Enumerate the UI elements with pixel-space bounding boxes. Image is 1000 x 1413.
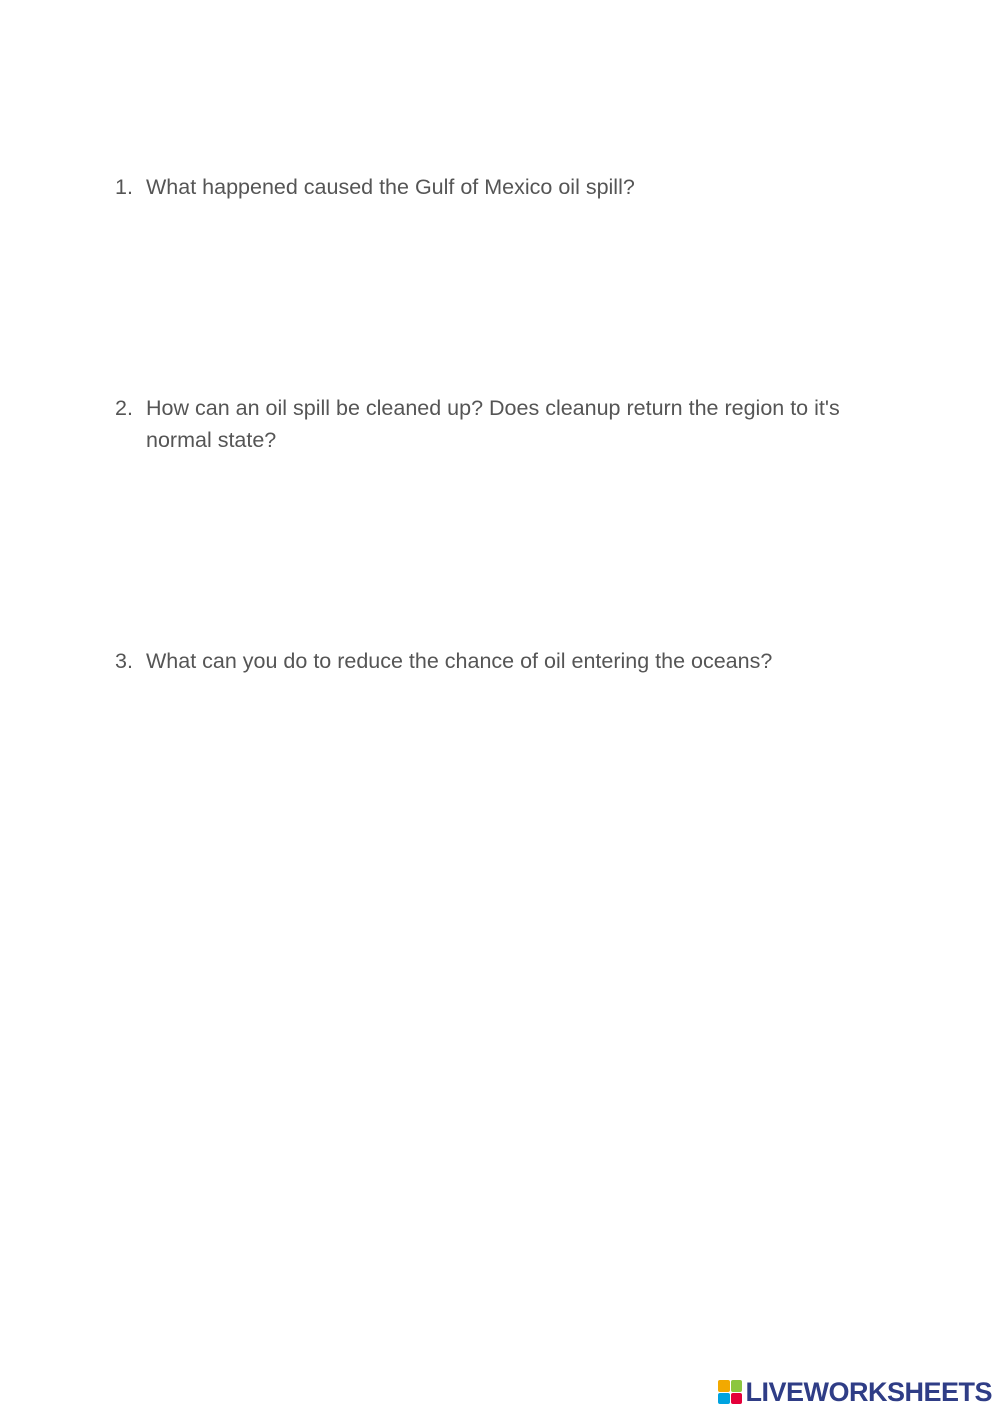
- question-2: [115, 392, 895, 456]
- question-text: What can you do to reduce the chance of oil entering the oceans?: [146, 649, 773, 673]
- brand-name: LIVEWORKSHEETS: [745, 1377, 992, 1407]
- question-number: 3.: [115, 649, 133, 673]
- question-number: 1.: [115, 175, 133, 199]
- liveworksheets-logo-icon: [718, 1380, 742, 1404]
- question-text: What happened caused the Gulf of Mexico oil spill?: [146, 175, 635, 199]
- question-text: How can an oil spill be cleaned up? Does cleanup return the region to it's normal state?: [146, 396, 840, 452]
- liveworksheets-logo: [718, 1377, 992, 1407]
- question-1: [115, 171, 895, 203]
- question-3: [115, 645, 895, 677]
- question-number: 2.: [115, 396, 133, 420]
